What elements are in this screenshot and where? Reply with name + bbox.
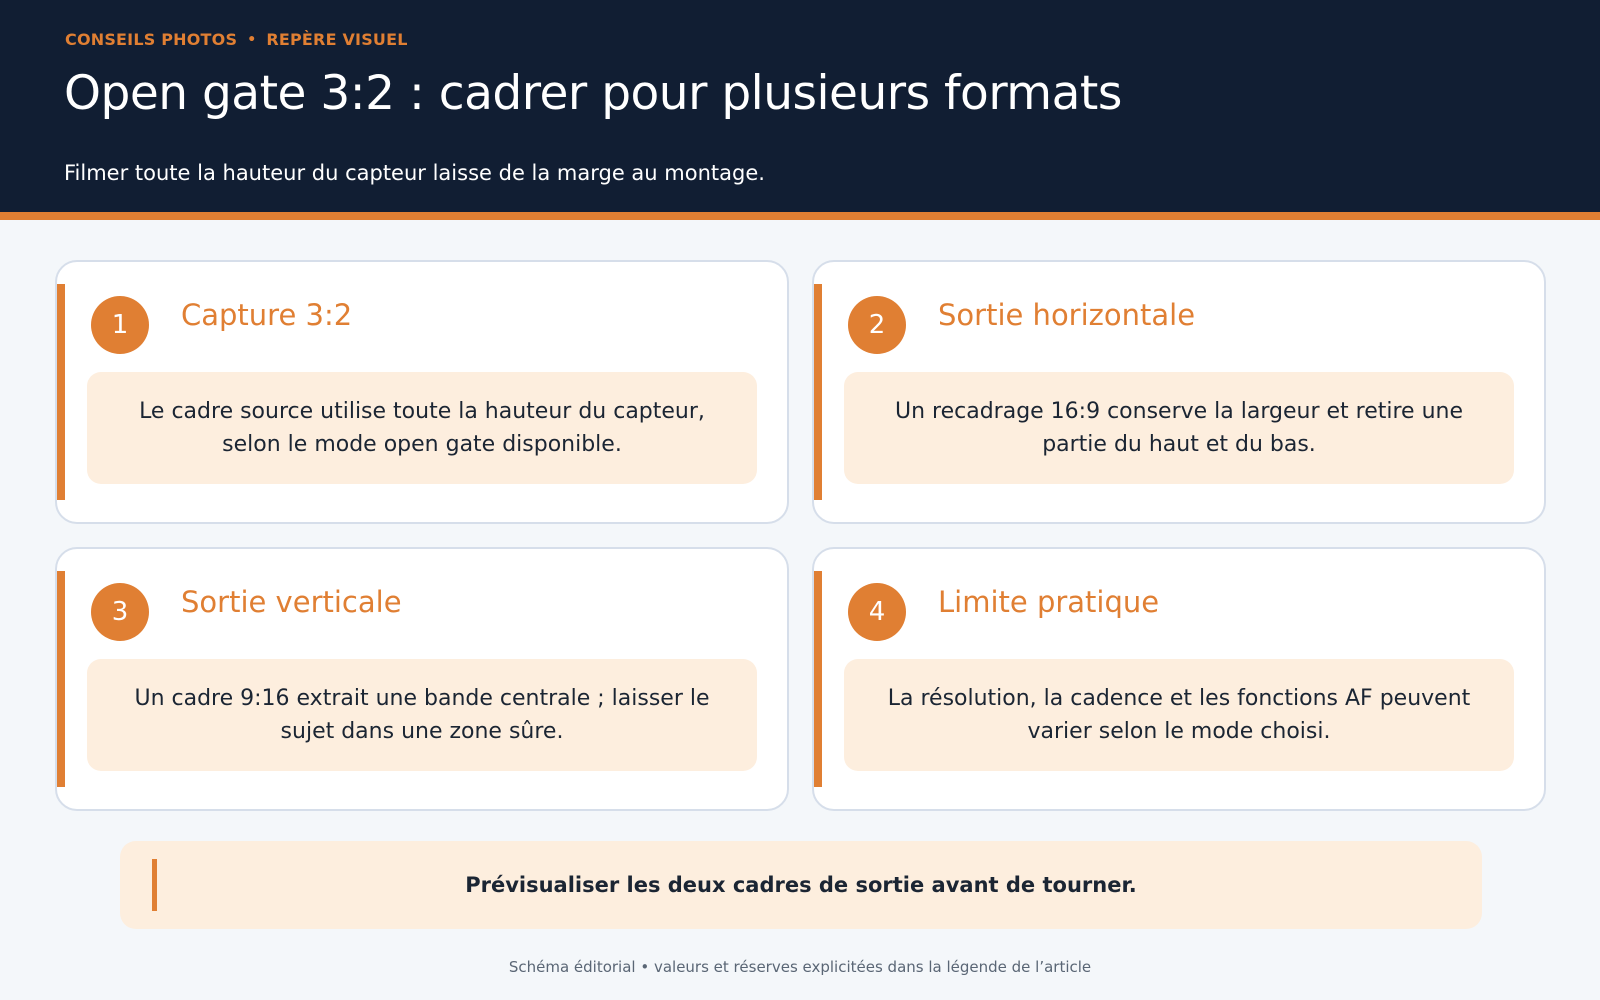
card-accent-bar [814, 284, 822, 500]
kicker-separator: • [247, 31, 257, 48]
kicker [65, 30, 408, 49]
step-card-4 [812, 547, 1546, 811]
card-title: Sortie horizontale [938, 298, 1196, 332]
kicker-tag: REPÈRE VISUEL [266, 30, 408, 49]
card-body: Un cadre 9:16 extrait une bande centrale ; laisser le sujet dans une zone sûre. [87, 659, 757, 771]
card-body: La résolution, la cadence et les fonctions AF peuvent varier selon le mode choisi. [844, 659, 1514, 771]
page-title: Open gate 3:2 : cadrer pour plusieurs formats [64, 66, 1122, 121]
card-accent-bar [57, 284, 65, 500]
footer-note: Schéma éditorial • valeurs et réserves explicitées dans la légende de l’article [508, 958, 1092, 976]
callout-text: Prévisualiser les deux cadres de sortie avant de tourner. [465, 873, 1137, 897]
step-card-3 [55, 547, 789, 811]
card-body: Un recadrage 16:9 conserve la largeur et retire une partie du haut et du bas. [844, 372, 1514, 484]
card-accent-bar [814, 571, 822, 787]
page-subtitle: Filmer toute la hauteur du capteur laisse de la marge au montage. [64, 161, 765, 185]
kicker-category: CONSEILS PHOTOS [65, 30, 238, 49]
step-number-badge: 4 [848, 583, 906, 641]
card-title: Capture 3:2 [181, 298, 353, 332]
card-title: Sortie verticale [181, 585, 402, 619]
step-card-2 [812, 260, 1546, 524]
step-number-badge: 1 [91, 296, 149, 354]
card-title: Limite pratique [938, 585, 1160, 619]
step-card-1 [55, 260, 789, 524]
tip-callout [120, 841, 1482, 929]
step-number-badge: 2 [848, 296, 906, 354]
card-accent-bar [57, 571, 65, 787]
card-body: Le cadre source utilise toute la hauteur du capteur, selon le mode open gate disponible. [87, 372, 757, 484]
step-number-badge: 3 [91, 583, 149, 641]
page-header [0, 0, 1600, 220]
